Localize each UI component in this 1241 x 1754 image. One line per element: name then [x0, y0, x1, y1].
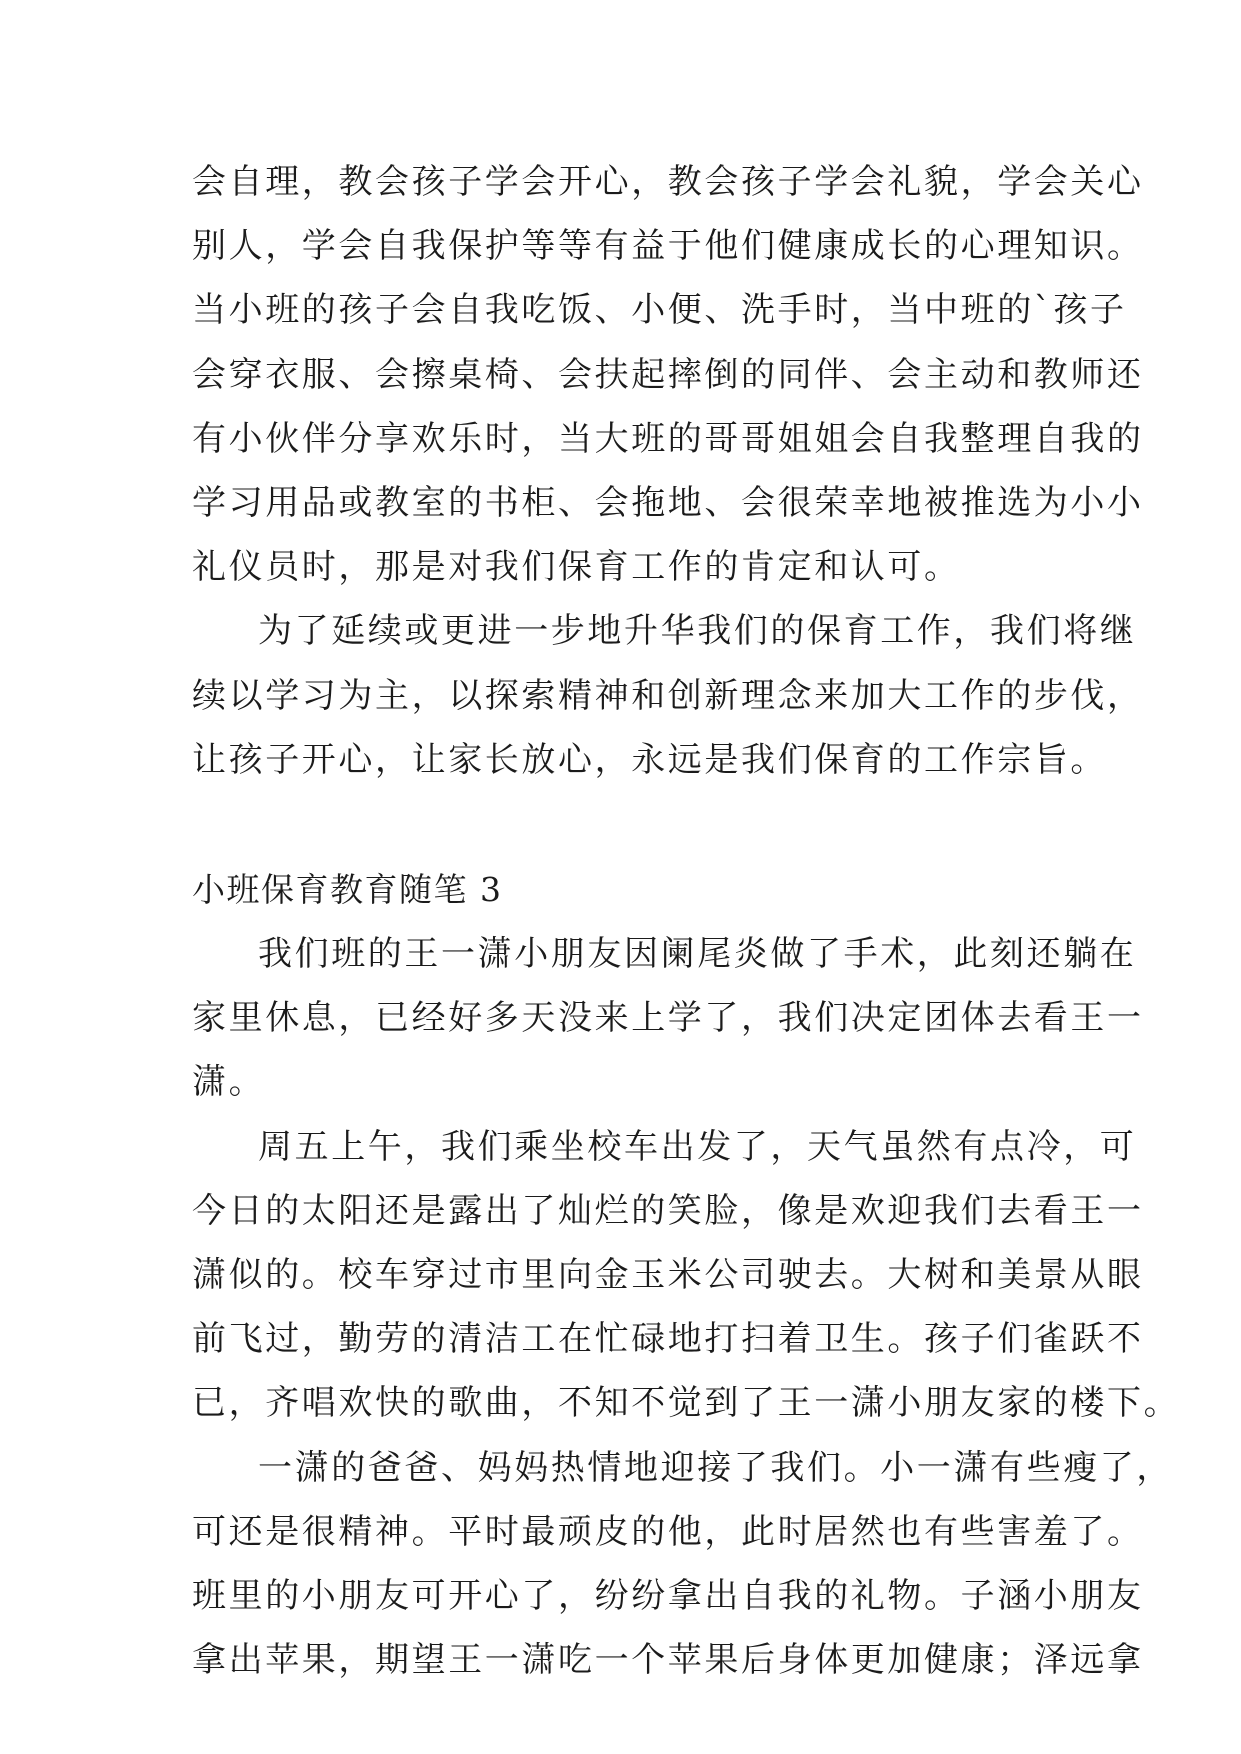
text-line: 会穿衣服、会擦桌椅、会扶起摔倒的同伴、会主动和教师还	[192, 354, 1144, 395]
text-line: 潇。	[192, 1062, 266, 1103]
text-line: 续以学习为主，以探索精神和创新理念来加大工作的步伐，	[192, 675, 1144, 716]
text-line: 别人，学会自我保护等等有益于他们健康成长的心理知识。	[192, 226, 1144, 267]
text-line: 一潇的爸爸、妈妈热情地迎接了我们。小一潇有些瘦了，	[258, 1447, 1173, 1488]
text-line: 潇似的。校车穿过市里向金玉米公司驶去。大树和美景从眼	[192, 1255, 1144, 1295]
text-line: 拿出苹果，期望王一潇吃一个苹果后身体更加健康；泽远拿	[192, 1640, 1144, 1681]
text-line: 家里休息，已经好多天没来上学了，我们决定团体去看王一	[192, 998, 1144, 1039]
text-line: 可还是很精神。平时最顽皮的他，此时居然也有些害羞了。	[192, 1511, 1144, 1552]
text-line: 让孩子开心，让家长放心，永远是我们保育的工作宗旨。	[192, 739, 1107, 780]
section-heading: 小班保育教育随笔 3	[192, 869, 503, 909]
text-line: 周五上午，我们乘坐校车出发了，天气虽然有点冷，可	[258, 1126, 1137, 1167]
text-line: 前飞过，勤劳的清洁工在忙碌地打扫着卫生。孩子们雀跃不	[192, 1319, 1144, 1360]
text-line: 学习用品或教室的书柜、会拖地、会很荣幸地被推选为小小	[192, 482, 1144, 523]
paragraph	[192, 1436, 1173, 1693]
document-body	[192, 150, 1181, 1692]
paragraph	[192, 1115, 1181, 1436]
section-spacer	[192, 792, 1072, 858]
text-line: 班里的小朋友可开心了，纷纷拿出自我的礼物。子涵小朋友	[192, 1575, 1144, 1616]
paragraph-continued	[192, 150, 1144, 599]
text-line: 有小伙伴分享欢乐时，当大班的哥哥姐姐会自我整理自我的	[192, 418, 1144, 459]
text-line: 礼仪员时，那是对我们保育工作的肯定和认可。	[192, 547, 961, 588]
text-line: 为了延续或更进一步地升华我们的保育工作，我们将继	[258, 611, 1137, 652]
text-line: 会自理，教会孩子学会开心，教会孩子学会礼貌，学会关心	[192, 162, 1144, 202]
text-line: 今日的太阳还是露出了灿烂的笑脸，像是欢迎我们去看王一	[192, 1190, 1144, 1231]
paragraph	[192, 599, 1144, 792]
text-line: 当小班的孩子会自我吃饭、小便、洗手时，当中班的`孩子	[192, 290, 1127, 331]
text-line: 已，齐唱欢快的歌曲，不知不觉到了王一潇小朋友家的楼下。	[192, 1383, 1181, 1424]
text-line: 我们班的王一潇小朋友因阑尾炎做了手术，此刻还躺在	[258, 934, 1137, 975]
paragraph	[192, 922, 1144, 1115]
